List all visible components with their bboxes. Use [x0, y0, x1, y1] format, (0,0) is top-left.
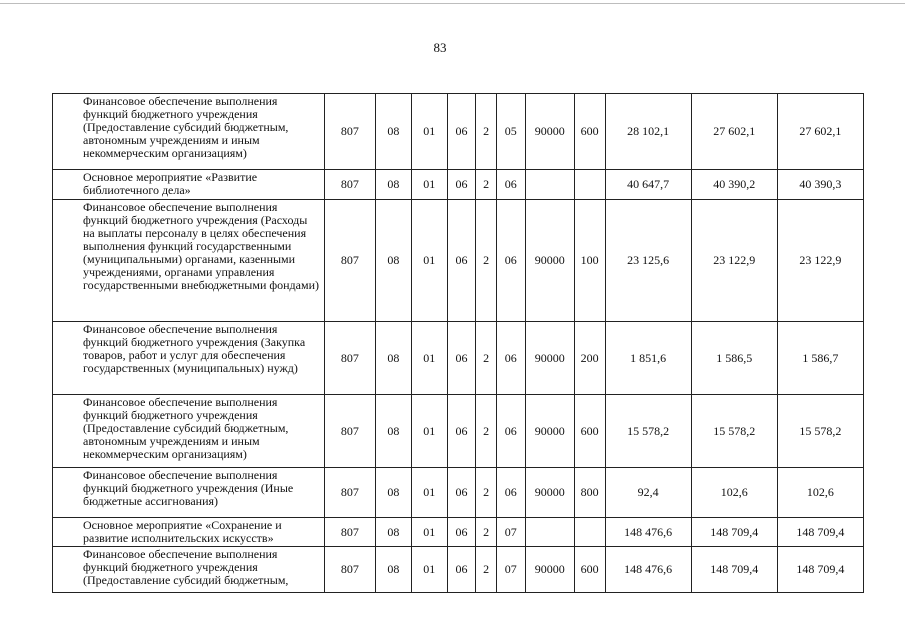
page-number: 83 [433, 40, 447, 55]
program-code-cell: 06 [447, 322, 476, 395]
subprogram-code-cell: 2 [476, 518, 497, 547]
direction-code-cell [525, 170, 574, 200]
event-code-cell: 06 [496, 200, 525, 322]
event-code-cell: 05 [496, 94, 525, 170]
row-name-cell: Финансовое обеспечение выполнения функций бюджетного учреждения (Предоставление субсидий бюджетным, автономным учреждениям и иным некоммерческим организациям) [53, 94, 325, 170]
row-name-cell: Финансовое обеспечение выполнения функций бюджетного учреждения (Предоставление субсидий бюджетным, автономным учреждениям и иным некоммерческим организациям) [53, 395, 325, 468]
amount-year-3-cell: 27 602,1 [777, 94, 863, 170]
program-code-cell: 06 [447, 547, 476, 593]
table-row [53, 395, 864, 468]
expense-type-cell: 600 [574, 94, 605, 170]
row-name-cell: Финансовое обеспечение выполнения функций бюджетного учреждения (Иные бюджетные ассигнования) [53, 468, 325, 518]
table-row [53, 518, 864, 547]
direction-code-cell: 90000 [525, 200, 574, 322]
amount-year-2-cell: 27 602,1 [691, 94, 777, 170]
amount-year-1-cell: 1 851,6 [605, 322, 691, 395]
subsection-code-cell: 01 [411, 94, 447, 170]
section-code-cell: 08 [375, 170, 411, 200]
expense-type-cell: 800 [574, 468, 605, 518]
subprogram-code-cell: 2 [476, 547, 497, 593]
amount-year-1-cell: 40 647,7 [605, 170, 691, 200]
program-code-cell: 06 [447, 468, 476, 518]
subprogram-code-cell: 2 [476, 94, 497, 170]
subsection-code-cell: 01 [411, 518, 447, 547]
section-code-cell: 08 [375, 200, 411, 322]
amount-year-3-cell: 1 586,7 [777, 322, 863, 395]
row-name-cell: Основное мероприятие «Развитие библиотечного дела» [53, 170, 325, 200]
section-code-cell: 08 [375, 395, 411, 468]
expense-type-cell: 100 [574, 200, 605, 322]
subprogram-code-cell: 2 [476, 395, 497, 468]
section-code-cell: 08 [375, 94, 411, 170]
table-row [53, 94, 864, 170]
amount-year-1-cell: 15 578,2 [605, 395, 691, 468]
ministry-code-cell: 807 [324, 468, 375, 518]
amount-year-3-cell: 23 122,9 [777, 200, 863, 322]
event-code-cell: 07 [496, 547, 525, 593]
amount-year-3-cell: 15 578,2 [777, 395, 863, 468]
event-code-cell: 06 [496, 170, 525, 200]
amount-year-3-cell: 148 709,4 [777, 547, 863, 593]
table-row [53, 322, 864, 395]
direction-code-cell: 90000 [525, 322, 574, 395]
subsection-code-cell: 01 [411, 170, 447, 200]
ministry-code-cell: 807 [324, 322, 375, 395]
amount-year-1-cell: 148 476,6 [605, 547, 691, 593]
expense-type-cell [574, 518, 605, 547]
table-row [53, 170, 864, 200]
section-code-cell: 08 [375, 468, 411, 518]
event-code-cell: 06 [496, 468, 525, 518]
amount-year-1-cell: 148 476,6 [605, 518, 691, 547]
expense-type-cell [574, 170, 605, 200]
subprogram-code-cell: 2 [476, 200, 497, 322]
event-code-cell: 06 [496, 322, 525, 395]
amount-year-2-cell: 15 578,2 [691, 395, 777, 468]
subprogram-code-cell: 2 [476, 468, 497, 518]
expense-type-cell: 600 [574, 547, 605, 593]
row-name-cell: Финансовое обеспечение выполнения функций бюджетного учреждения (Предоставление субсидий бюджетным, [53, 547, 325, 593]
amount-year-2-cell: 1 586,5 [691, 322, 777, 395]
program-code-cell: 06 [447, 518, 476, 547]
subsection-code-cell: 01 [411, 547, 447, 593]
amount-year-2-cell: 148 709,4 [691, 518, 777, 547]
event-code-cell: 07 [496, 518, 525, 547]
amount-year-1-cell: 28 102,1 [605, 94, 691, 170]
subsection-code-cell: 01 [411, 322, 447, 395]
ministry-code-cell: 807 [324, 170, 375, 200]
top-rule [0, 3, 905, 4]
subsection-code-cell: 01 [411, 468, 447, 518]
direction-code-cell: 90000 [525, 468, 574, 518]
table-row [53, 200, 864, 322]
ministry-code-cell: 807 [324, 518, 375, 547]
program-code-cell: 06 [447, 170, 476, 200]
amount-year-3-cell: 102,6 [777, 468, 863, 518]
amount-year-2-cell: 148 709,4 [691, 547, 777, 593]
amount-year-2-cell: 102,6 [691, 468, 777, 518]
row-name-cell: Финансовое обеспечение выполнения функций бюджетного учреждения (Расходы на выплаты персоналу в целях обеспечения выполнения функций государственными (муниципальными) органами, казенными учреждениями, органами управления государственными внебюджетными фондами) [53, 200, 325, 322]
row-name-cell: Финансовое обеспечение выполнения функций бюджетного учреждения (Закупка товаров, работ и услуг для обеспечения государственных (муниципальных) нужд) [53, 322, 325, 395]
amount-year-1-cell: 23 125,6 [605, 200, 691, 322]
ministry-code-cell: 807 [324, 200, 375, 322]
program-code-cell: 06 [447, 200, 476, 322]
direction-code-cell: 90000 [525, 94, 574, 170]
amount-year-2-cell: 40 390,2 [691, 170, 777, 200]
section-code-cell: 08 [375, 547, 411, 593]
budget-table [52, 93, 864, 593]
expense-type-cell: 600 [574, 395, 605, 468]
subsection-code-cell: 01 [411, 395, 447, 468]
amount-year-1-cell: 92,4 [605, 468, 691, 518]
direction-code-cell: 90000 [525, 547, 574, 593]
expense-type-cell: 200 [574, 322, 605, 395]
subprogram-code-cell: 2 [476, 322, 497, 395]
program-code-cell: 06 [447, 94, 476, 170]
amount-year-3-cell: 40 390,3 [777, 170, 863, 200]
program-code-cell: 06 [447, 395, 476, 468]
direction-code-cell [525, 518, 574, 547]
table-row [53, 547, 864, 593]
event-code-cell: 06 [496, 395, 525, 468]
subsection-code-cell: 01 [411, 200, 447, 322]
row-name-cell: Основное мероприятие «Сохранение и развитие исполнительских искусств» [53, 518, 325, 547]
section-code-cell: 08 [375, 322, 411, 395]
subprogram-code-cell: 2 [476, 170, 497, 200]
ministry-code-cell: 807 [324, 94, 375, 170]
section-code-cell: 08 [375, 518, 411, 547]
table-row [53, 468, 864, 518]
direction-code-cell: 90000 [525, 395, 574, 468]
amount-year-3-cell: 148 709,4 [777, 518, 863, 547]
ministry-code-cell: 807 [324, 547, 375, 593]
amount-year-2-cell: 23 122,9 [691, 200, 777, 322]
ministry-code-cell: 807 [324, 395, 375, 468]
